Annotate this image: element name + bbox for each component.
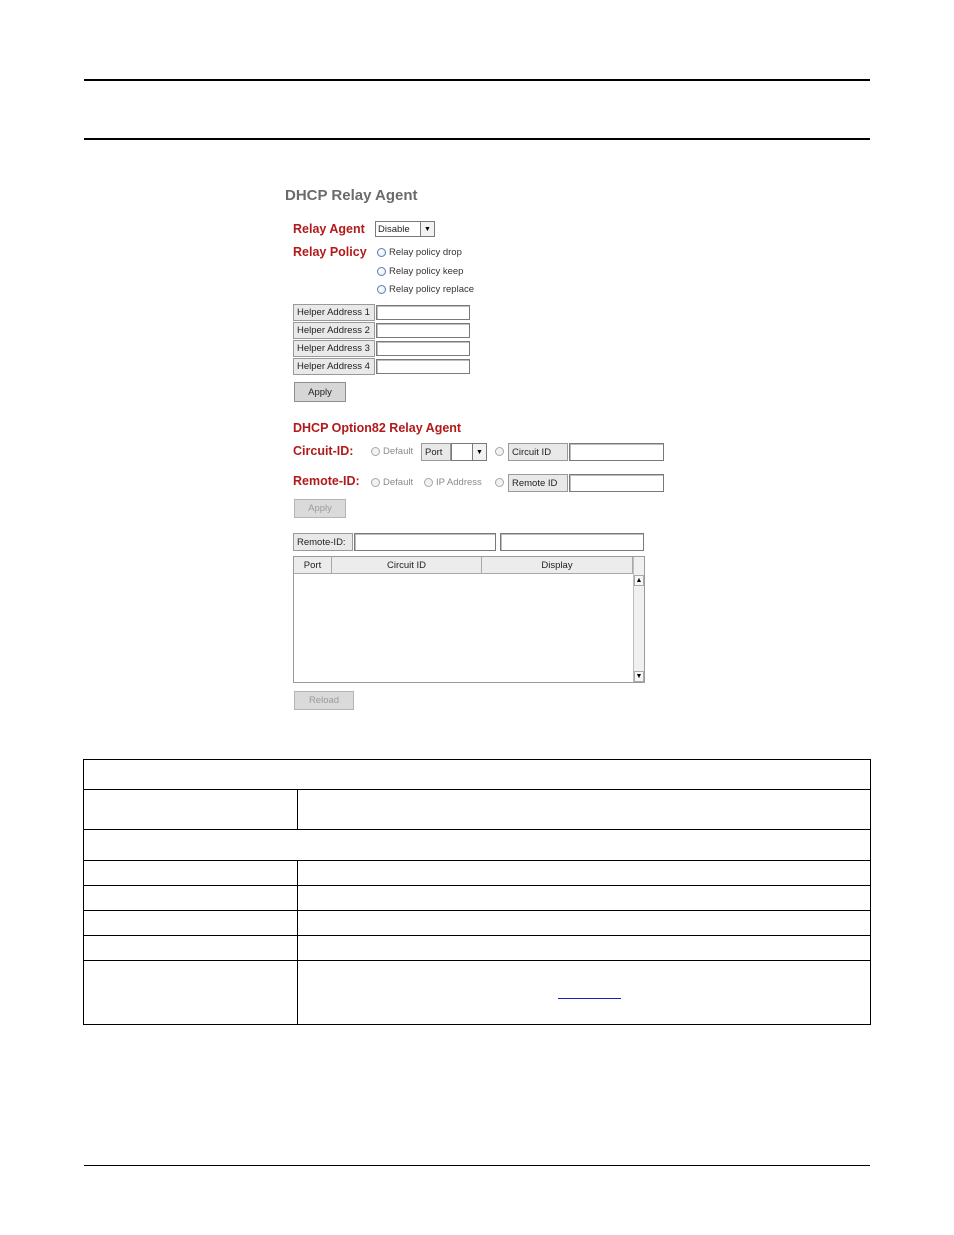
scroll-down-icon[interactable]: ▼	[635, 673, 643, 680]
chevron-down-icon[interactable]: ▼	[472, 444, 486, 460]
circuit-default-option[interactable]: Default	[371, 446, 413, 457]
doc-table-row	[84, 830, 870, 861]
doc-table-row	[84, 790, 870, 830]
radio-icon[interactable]	[371, 447, 380, 456]
footer-rule	[84, 1165, 870, 1166]
relay-agent-value: Disable	[378, 223, 410, 235]
circuit-id-field-label: Circuit ID	[508, 443, 568, 461]
chevron-down-icon[interactable]: ▼	[420, 222, 434, 236]
relay-agent-label: Relay Agent	[293, 222, 365, 236]
doc-table-divider	[297, 961, 298, 1025]
header-rule-bottom	[84, 138, 870, 140]
doc-table-divider	[297, 911, 298, 935]
doc-table-row	[84, 760, 870, 790]
doc-table-divider	[297, 790, 298, 829]
circuit-port-select[interactable]	[451, 443, 487, 461]
scroll-up-icon[interactable]: ▲	[635, 577, 643, 584]
dialog-title: DHCP Relay Agent	[285, 187, 418, 204]
doc-table-row	[84, 936, 870, 961]
helper-address-1-input[interactable]	[376, 305, 470, 320]
circuit-id-label: Circuit-ID:	[293, 444, 354, 458]
radio-icon[interactable]	[424, 478, 433, 487]
relay-policy-label: Relay Policy	[293, 245, 367, 259]
column-header-circuit-id[interactable]: Circuit ID	[332, 557, 482, 574]
radio-icon[interactable]	[495, 447, 504, 456]
circuit-port-label: Port	[421, 443, 451, 461]
header-rule-top	[84, 79, 870, 81]
relay-policy-keep[interactable]: Relay policy keep	[377, 266, 463, 277]
doc-table-divider	[297, 886, 298, 910]
circuit-custom-option[interactable]	[495, 446, 507, 457]
option82-title: DHCP Option82 Relay Agent	[293, 421, 462, 435]
table-scrollbar[interactable]	[633, 557, 644, 682]
remote-id-label: Remote-ID:	[293, 474, 360, 488]
helper-address-3-input[interactable]	[376, 341, 470, 356]
relay-table	[293, 556, 645, 683]
remote-id-filter-label: Remote-ID:	[293, 533, 353, 551]
relay-policy-replace[interactable]: Relay policy replace	[377, 284, 474, 295]
remote-id-filter-input-2[interactable]	[500, 533, 644, 551]
helper-address-4-label: Helper Address 4	[293, 358, 375, 375]
remote-custom-option[interactable]	[495, 477, 507, 488]
radio-icon[interactable]	[377, 267, 386, 276]
apply-button[interactable]: Apply	[294, 382, 346, 402]
column-header-display[interactable]: Display	[482, 557, 633, 574]
remote-id-filter-input-1[interactable]	[354, 533, 496, 551]
remote-ip-option[interactable]: IP Address	[424, 477, 482, 488]
relay-agent-select[interactable]	[375, 221, 435, 237]
helper-address-4-input[interactable]	[376, 359, 470, 374]
circuit-id-input[interactable]	[569, 443, 664, 461]
doc-table-row	[84, 961, 870, 1025]
doc-table-row	[84, 861, 870, 886]
doc-table-row	[84, 886, 870, 911]
doc-table-divider	[297, 936, 298, 960]
radio-icon[interactable]	[377, 248, 386, 257]
column-header-port[interactable]: Port	[294, 557, 332, 574]
radio-icon[interactable]	[495, 478, 504, 487]
doc-table-divider	[297, 861, 298, 885]
helper-address-3-label: Helper Address 3	[293, 340, 375, 357]
doc-table	[83, 759, 871, 1025]
remote-id-field-label: Remote ID	[508, 474, 568, 492]
option82-apply-button[interactable]: Apply	[294, 499, 346, 518]
radio-icon[interactable]	[371, 478, 380, 487]
radio-icon[interactable]	[377, 285, 386, 294]
helper-address-2-input[interactable]	[376, 323, 470, 338]
remote-id-input[interactable]	[569, 474, 664, 492]
helper-address-2-label: Helper Address 2	[293, 322, 375, 339]
remote-default-option[interactable]: Default	[371, 477, 413, 488]
hyperlink-underline[interactable]	[558, 998, 621, 999]
relay-policy-drop[interactable]: Relay policy drop	[377, 247, 462, 258]
helper-address-1-label: Helper Address 1	[293, 304, 375, 321]
reload-button[interactable]: Reload	[294, 691, 354, 710]
doc-table-row	[84, 911, 870, 936]
